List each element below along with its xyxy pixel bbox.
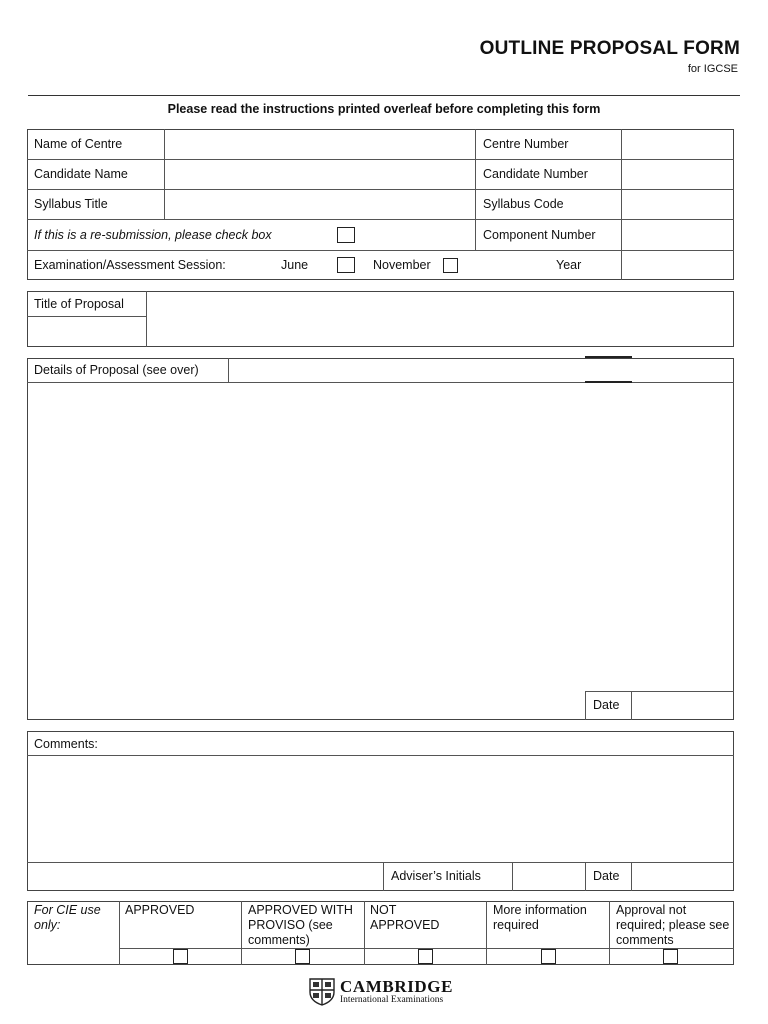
- comments-field[interactable]: [29, 757, 732, 860]
- cie-use-label: For CIE use only:: [34, 903, 101, 932]
- not-approved-checkbox[interactable]: [418, 949, 433, 964]
- cambridge-logo: [309, 978, 453, 1006]
- decorative-rule: [585, 356, 632, 358]
- approved-with-proviso-label: APPROVED WITH PROVISO (see comments): [248, 903, 353, 947]
- syllabus-code-field[interactable]: [623, 191, 732, 218]
- comments-date-field[interactable]: [633, 864, 732, 889]
- row-divider: [27, 755, 734, 756]
- advisers-initials-field[interactable]: [514, 864, 583, 889]
- june-label: June: [281, 258, 309, 272]
- name-of-centre-label: Name of Centre: [34, 137, 123, 151]
- row-divider: [27, 219, 734, 220]
- row-divider: [27, 250, 734, 251]
- candidate-name-field[interactable]: [166, 161, 473, 188]
- approved-label: APPROVED: [125, 903, 195, 917]
- more-information-checkbox[interactable]: [541, 949, 556, 964]
- approved-with-proviso-checkbox[interactable]: [295, 949, 310, 964]
- syllabus-title-field[interactable]: [166, 191, 473, 218]
- title-of-proposal-label: Title of Proposal: [34, 297, 124, 311]
- cambridge-crest-icon: [309, 978, 335, 1006]
- column-divider: [228, 358, 229, 382]
- november-label: November: [373, 258, 431, 272]
- column-divider: [146, 291, 147, 347]
- approval-not-required-checkbox[interactable]: [663, 949, 678, 964]
- column-divider: [585, 862, 586, 891]
- centre-number-field[interactable]: [623, 131, 732, 158]
- details-of-proposal-field[interactable]: [29, 384, 732, 689]
- form-title: OUTLINE PROPOSAL FORM: [479, 38, 740, 59]
- logo-sub-text: International Examinations: [340, 994, 444, 1005]
- year-field[interactable]: [623, 252, 732, 279]
- row-divider: [27, 316, 146, 317]
- june-checkbox[interactable]: [337, 257, 355, 273]
- syllabus-code-label: Syllabus Code: [483, 197, 564, 211]
- advisers-initials-label: Adviser’s Initials: [391, 869, 481, 883]
- resubmission-checkbox[interactable]: [337, 227, 355, 243]
- candidate-name-label: Candidate Name: [34, 167, 128, 181]
- column-divider: [241, 901, 242, 965]
- column-divider: [119, 901, 120, 965]
- row-divider: [27, 189, 734, 190]
- title-of-proposal-field[interactable]: [148, 293, 732, 345]
- column-divider: [609, 901, 610, 965]
- comments-label: Comments:: [34, 737, 98, 751]
- resubmission-label: If this is a re-submission, please check box: [34, 228, 272, 242]
- approval-not-required-label: Approval not required; please see comments: [616, 903, 730, 947]
- column-divider: [631, 691, 632, 720]
- exam-session-label: Examination/Assessment Session:: [34, 258, 226, 272]
- name-of-centre-field[interactable]: [166, 131, 473, 158]
- decorative-rule: [585, 381, 632, 383]
- centre-number-label: Centre Number: [483, 137, 569, 151]
- column-divider: [164, 129, 165, 219]
- november-checkbox[interactable]: [443, 258, 458, 273]
- column-divider: [364, 901, 365, 965]
- more-information-label: More information required: [493, 903, 587, 932]
- form-subtitle: for IGCSE: [687, 63, 738, 75]
- candidate-number-field[interactable]: [623, 161, 732, 188]
- details-date-label: Date: [593, 698, 620, 712]
- column-divider: [585, 691, 586, 720]
- component-number-field[interactable]: [623, 221, 732, 249]
- comments-date-label: Date: [593, 869, 620, 883]
- component-number-label: Component Number: [483, 228, 596, 242]
- header-divider: [28, 95, 740, 96]
- logo-main-text: CAMBRIDGE: [340, 976, 454, 996]
- row-divider: [585, 691, 734, 692]
- details-date-field[interactable]: [633, 693, 732, 718]
- column-divider: [512, 862, 513, 891]
- column-divider: [475, 129, 476, 250]
- candidate-number-label: Candidate Number: [483, 167, 588, 181]
- instruction-notice: Please read the instructions printed overleaf before completing this form: [167, 102, 601, 116]
- column-divider: [621, 129, 622, 280]
- syllabus-title-label: Syllabus Title: [34, 197, 108, 211]
- row-divider: [27, 159, 734, 160]
- column-divider: [486, 901, 487, 965]
- not-approved-label: NOT APPROVED: [370, 903, 440, 932]
- year-label: Year: [556, 258, 582, 272]
- approved-checkbox[interactable]: [173, 949, 188, 964]
- row-divider: [27, 862, 734, 863]
- details-of-proposal-label: Details of Proposal (see over): [34, 363, 199, 377]
- column-divider: [383, 862, 384, 891]
- column-divider: [631, 862, 632, 891]
